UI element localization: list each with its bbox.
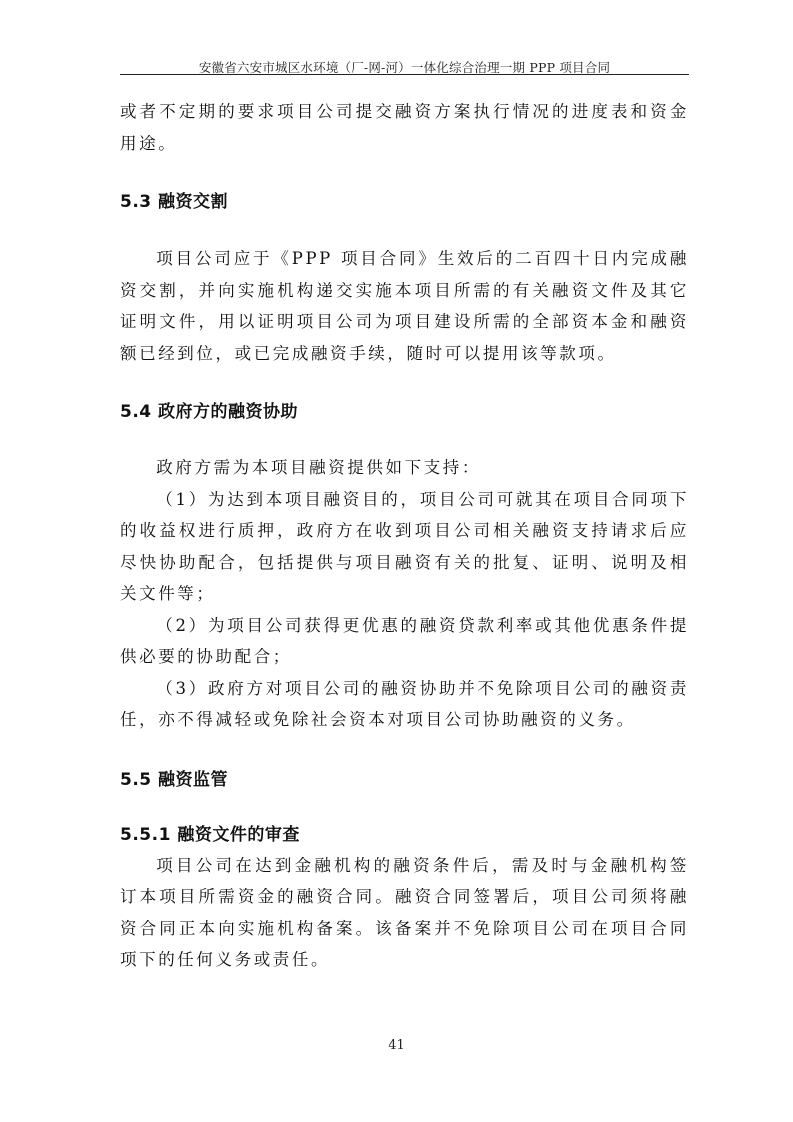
header-divider: [120, 74, 689, 75]
support-item-3: （3）政府方对项目公司的融资协助并不免除项目公司的融资责任，亦不得减轻或免除社会资本对项目公司协助融资的义务。: [120, 678, 689, 729]
financing-document-review-paragraph: 项目公司在达到金融机构的融资条件后，需及时与金融机构签订本项目所需资金的融资合同。融资合同签署后，项目公司须将融资合同正本向实施机构备案。该备案并不免除项目公司在项目合同项下的任何义务或责任。: [120, 855, 689, 969]
support-item-1: （1）为达到本项目融资目的，项目公司可就其在项目合同项下的收益权进行质押，政府方在收到项目公司相关融资支持请求后应尽快协助配合，包括提供与项目融资有关的批复、证明、说明及相关文件等；: [120, 489, 689, 603]
government-support-intro: 政府方需为本项目融资提供如下支持：: [156, 458, 481, 477]
financing-closing-paragraph: 项目公司应于《PPP 项目合同》生效后的二百四十日内完成融资交割，并向实施机构递交实施本项目所需的有关融资文件及其它证明文件，用以证明项目公司为项目建设所需的全部资本金和融资额已经到位，或已完成融资手续，随时可以提用该等款项。: [120, 249, 689, 363]
subsection-heading-5-5-1: 5.5.1 融资文件的审查: [120, 824, 300, 845]
page-number: 41: [388, 1038, 405, 1053]
section-heading-5-3: 5.3 融资交割: [120, 192, 229, 212]
support-item-2: （2）为项目公司获得更优惠的融资贷款利率或其他优惠条件提供必要的协助配合；: [120, 615, 689, 666]
section-heading-5-5: 5.5 融资监管: [120, 769, 229, 790]
section-heading-5-4: 5.4 政府方的融资协助: [120, 402, 299, 422]
continuation-paragraph: 或者不定期的要求项目公司提交融资方案执行情况的进度表和资金用途。: [120, 102, 689, 153]
page-body: [120, 96, 689, 976]
running-header: 安徽省六安市城区水环境（厂-网-河）一体化综合治理一期 PPP 项目合同: [198, 60, 611, 75]
